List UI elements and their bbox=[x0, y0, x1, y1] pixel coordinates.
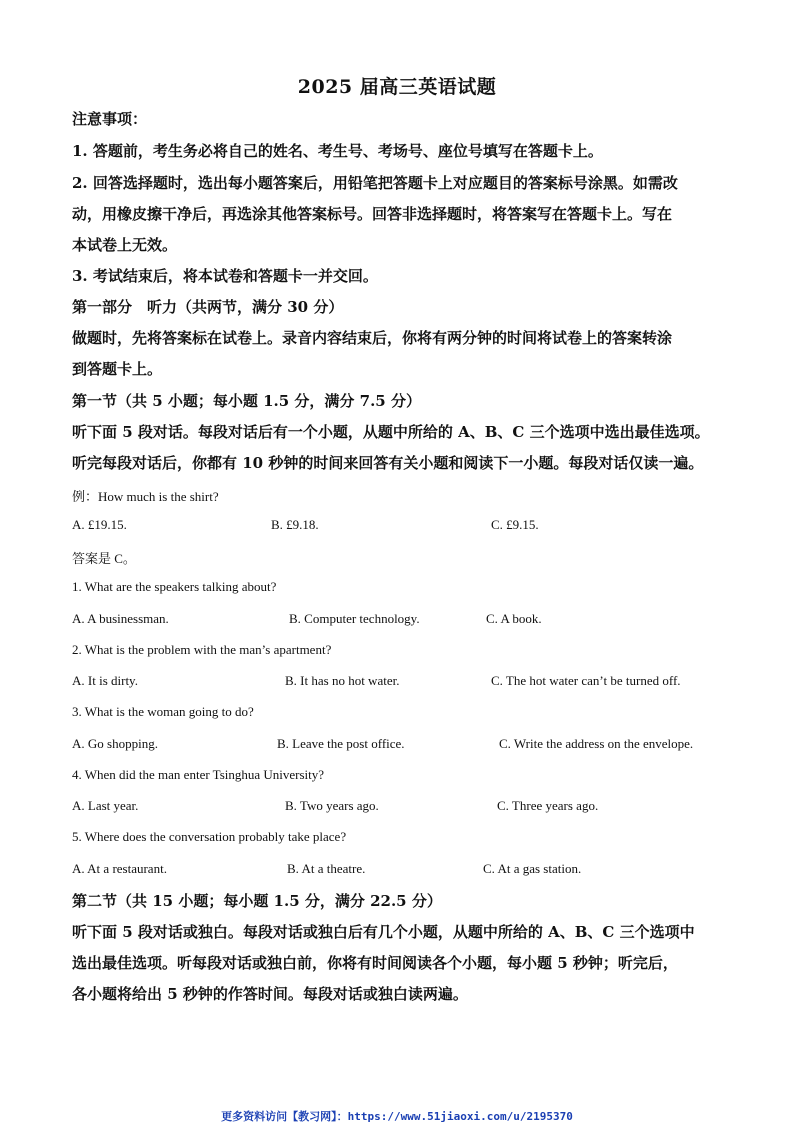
question-4: 4. When did the man enter Tsinghua University? bbox=[72, 767, 325, 782]
notice-item-3: 3. 考试结束后，将本试卷和答题卡一并交回。 bbox=[72, 267, 378, 285]
section2-heading: 第二节（共 15 小题；每小题 1.5 分，满分 22.5 分） bbox=[72, 892, 442, 910]
question-3: 3. What is the woman going to do? bbox=[72, 704, 254, 719]
part1-intro-line-2: 到答题卡上。 bbox=[72, 360, 163, 378]
question-3-option-b: B. Leave the post office. bbox=[277, 736, 405, 751]
question-2-option-a: A. It is dirty. bbox=[72, 673, 138, 688]
footer-link[interactable]: 更多资料访问【教习网】：https://www.51jiaoxi.com/u/2195370 bbox=[221, 1110, 573, 1123]
section2-intro-line-2: 选出最佳选项。听每段对话或独白前，你将有时间阅读各个小题，每小题 5 秒钟；听完后， bbox=[72, 954, 678, 972]
question-2: 2. What is the problem with the man’s apartment? bbox=[72, 642, 332, 657]
question-1-option-b: B. Computer technology. bbox=[289, 611, 420, 626]
question-5-option-a: A. At a restaurant. bbox=[72, 861, 167, 876]
example-answer: 答案是 C。 bbox=[72, 551, 136, 566]
question-4-option-c: C. Three years ago. bbox=[497, 798, 599, 813]
example-option-a: A. £19.15. bbox=[72, 517, 127, 532]
question-5: 5. Where does the conversation probably take place? bbox=[72, 829, 347, 844]
section1-intro-line-2: 听完每段对话后，你都有 10 秒钟的时间来回答有关小题和阅读下一小题。每段对话仅读一遍。 bbox=[72, 454, 704, 472]
question-2-option-c: C. The hot water can’t be turned off. bbox=[491, 673, 681, 688]
section1-intro-line-1: 听下面 5 段对话。每段对话后有一个小题，从题中所给的 A、B、C 三个选项中选出最佳选项。 bbox=[72, 423, 710, 441]
question-1-option-a: A. A businessman. bbox=[72, 611, 169, 626]
section1-heading: 第一节（共 5 小题；每小题 1.5 分，满分 7.5 分） bbox=[72, 392, 421, 410]
section2-intro-line-3: 各小题将给出 5 秒钟的作答时间。每段对话或独白读两遍。 bbox=[72, 985, 468, 1003]
question-1: 1. What are the speakers talking about? bbox=[72, 579, 277, 594]
exam-title: 2025 届高三英语试题 bbox=[297, 76, 497, 98]
question-1-option-c: C. A book. bbox=[486, 611, 542, 626]
part1-intro-line-1: 做题时，先将答案标在试卷上。录音内容结束后，你将有两分钟的时间将试卷上的答案转涂 bbox=[72, 329, 673, 347]
notice-item-2-line-1: 2. 回答选择题时，选出每小题答案后，用铅笔把答题卡上对应题目的答案标号涂黑。如需改 bbox=[72, 174, 678, 192]
section2-intro-line-1: 听下面 5 段对话或独白。每段对话或独白后有几个小题，从题中所给的 A、B、C 三个选项中 bbox=[72, 923, 695, 941]
notice-item-1: 1. 答题前，考生务必将自己的姓名、考生号、考场号、座位号填写在答题卡上。 bbox=[72, 142, 603, 160]
question-3-option-a: A. Go shopping. bbox=[72, 736, 158, 751]
example-question: 例：How much is the shirt? bbox=[72, 489, 219, 504]
question-5-option-c: C. At a gas station. bbox=[483, 861, 582, 876]
notice-item-2-line-3: 本试卷上无效。 bbox=[72, 236, 178, 254]
question-3-option-c: C. Write the address on the envelope. bbox=[499, 736, 694, 751]
example-option-b: B. £9.18. bbox=[271, 517, 319, 532]
question-4-option-b: B. Two years ago. bbox=[285, 798, 379, 813]
example-option-c: C. £9.15. bbox=[491, 517, 539, 532]
part1-heading: 第一部分 听力（共两节，满分 30 分） bbox=[72, 298, 344, 316]
question-4-option-a: A. Last year. bbox=[72, 798, 139, 813]
question-2-option-b: B. It has no hot water. bbox=[285, 673, 400, 688]
notice-heading: 注意事项： bbox=[72, 110, 148, 128]
notice-item-2-line-2: 动，用橡皮擦干净后，再选涂其他答案标号。回答非选择题时，将答案写在答题卡上。写在 bbox=[72, 205, 673, 223]
question-5-option-b: B. At a theatre. bbox=[287, 861, 366, 876]
